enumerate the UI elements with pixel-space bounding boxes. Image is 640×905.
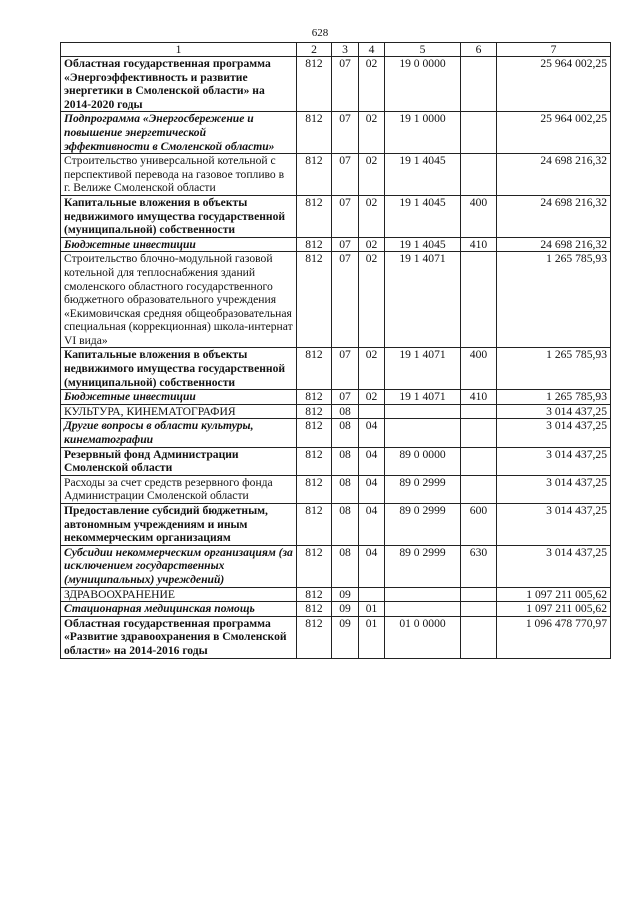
header-col-4: 4 bbox=[359, 43, 385, 57]
expense-type-cell bbox=[461, 587, 497, 602]
table-body bbox=[61, 57, 611, 659]
subsection-code-cell: 01 bbox=[359, 602, 385, 617]
amount-cell: 1 265 785,93 bbox=[497, 252, 611, 348]
section-code-cell: 08 bbox=[332, 404, 359, 419]
subsection-code-cell: 02 bbox=[359, 348, 385, 390]
expense-type-cell bbox=[461, 57, 497, 112]
subsection-code-cell: 01 bbox=[359, 616, 385, 658]
target-article-cell: 19 1 4045 bbox=[385, 195, 461, 237]
section-code-cell: 07 bbox=[332, 390, 359, 405]
table-row bbox=[61, 154, 611, 196]
header-col-5: 5 bbox=[385, 43, 461, 57]
target-article-cell: 89 0 2999 bbox=[385, 475, 461, 503]
ministry-code-cell: 812 bbox=[297, 545, 332, 587]
section-code-cell: 07 bbox=[332, 195, 359, 237]
subsection-code-cell: 04 bbox=[359, 419, 385, 447]
amount-cell: 1 096 478 770,97 bbox=[497, 616, 611, 658]
target-article-cell: 19 1 4071 bbox=[385, 348, 461, 390]
expense-type-cell bbox=[461, 447, 497, 475]
row-name-cell: Бюджетные инвестиции bbox=[61, 237, 297, 252]
table-row bbox=[61, 390, 611, 405]
ministry-code-cell: 812 bbox=[297, 587, 332, 602]
table-row bbox=[61, 419, 611, 447]
expense-type-cell bbox=[461, 404, 497, 419]
table-row bbox=[61, 616, 611, 658]
header-col-3: 3 bbox=[332, 43, 359, 57]
amount-cell: 25 964 002,25 bbox=[497, 57, 611, 112]
subsection-code-cell: 02 bbox=[359, 237, 385, 252]
subsection-code-cell: 04 bbox=[359, 545, 385, 587]
subsection-code-cell: 02 bbox=[359, 252, 385, 348]
section-code-cell: 07 bbox=[332, 154, 359, 196]
ministry-code-cell: 812 bbox=[297, 419, 332, 447]
table-row bbox=[61, 237, 611, 252]
amount-cell: 24 698 216,32 bbox=[497, 237, 611, 252]
target-article-cell: 89 0 0000 bbox=[385, 447, 461, 475]
target-article-cell bbox=[385, 404, 461, 419]
row-name-cell: Капитальные вложения в объекты недвижимого имущества государственной (муниципальной) собственности bbox=[61, 348, 297, 390]
row-name-cell: Стационарная медицинская помощь bbox=[61, 602, 297, 617]
amount-cell: 3 014 437,25 bbox=[497, 545, 611, 587]
ministry-code-cell: 812 bbox=[297, 252, 332, 348]
amount-cell: 3 014 437,25 bbox=[497, 404, 611, 419]
expense-type-cell: 600 bbox=[461, 504, 497, 546]
subsection-code-cell: 02 bbox=[359, 57, 385, 112]
header-col-6: 6 bbox=[461, 43, 497, 57]
ministry-code-cell: 812 bbox=[297, 404, 332, 419]
section-code-cell: 08 bbox=[332, 475, 359, 503]
table-row bbox=[61, 475, 611, 503]
section-code-cell: 09 bbox=[332, 587, 359, 602]
amount-cell: 3 014 437,25 bbox=[497, 475, 611, 503]
row-name-cell: Капитальные вложения в объекты недвижимого имущества государственной (муниципальной) собственности bbox=[61, 195, 297, 237]
amount-cell: 1 265 785,93 bbox=[497, 390, 611, 405]
table-row bbox=[61, 545, 611, 587]
amount-cell: 1 097 211 005,62 bbox=[497, 602, 611, 617]
section-code-cell: 09 bbox=[332, 602, 359, 617]
target-article-cell: 19 1 4045 bbox=[385, 154, 461, 196]
expense-type-cell: 400 bbox=[461, 195, 497, 237]
amount-cell: 3 014 437,25 bbox=[497, 504, 611, 546]
ministry-code-cell: 812 bbox=[297, 390, 332, 405]
target-article-cell bbox=[385, 602, 461, 617]
amount-cell: 3 014 437,25 bbox=[497, 419, 611, 447]
row-name-cell: Другие вопросы в области культуры, кинематографии bbox=[61, 419, 297, 447]
subsection-code-cell: 04 bbox=[359, 447, 385, 475]
subsection-code-cell: 02 bbox=[359, 195, 385, 237]
expense-type-cell: 410 bbox=[461, 390, 497, 405]
expense-type-cell bbox=[461, 252, 497, 348]
expense-type-cell: 400 bbox=[461, 348, 497, 390]
table-row bbox=[61, 57, 611, 112]
amount-cell: 25 964 002,25 bbox=[497, 112, 611, 154]
table-row bbox=[61, 447, 611, 475]
row-name-cell: ЗДРАВООХРАНЕНИЕ bbox=[61, 587, 297, 602]
ministry-code-cell: 812 bbox=[297, 602, 332, 617]
row-name-cell: Строительство блочно-модульной газовой котельной для теплоснабжения зданий смоленского областного государственного бюджетного образовательного учреждения «Екимовичская средняя общеобразовательная специальная (коррекционная) школа-интернат VI вида» bbox=[61, 252, 297, 348]
ministry-code-cell: 812 bbox=[297, 348, 332, 390]
section-code-cell: 07 bbox=[332, 252, 359, 348]
ministry-code-cell: 812 bbox=[297, 237, 332, 252]
subsection-code-cell: 04 bbox=[359, 475, 385, 503]
row-name-cell: Резервный фонд Администрации Смоленской области bbox=[61, 447, 297, 475]
section-code-cell: 07 bbox=[332, 57, 359, 112]
table-row bbox=[61, 504, 611, 546]
ministry-code-cell: 812 bbox=[297, 195, 332, 237]
row-name-cell: Субсидии некоммерческим организациям (за исключением государственных (муниципальных) учреждений) bbox=[61, 545, 297, 587]
subsection-code-cell: 02 bbox=[359, 154, 385, 196]
table-row bbox=[61, 602, 611, 617]
section-code-cell: 08 bbox=[332, 545, 359, 587]
expense-type-cell bbox=[461, 475, 497, 503]
expense-type-cell bbox=[461, 154, 497, 196]
target-article-cell: 19 1 4071 bbox=[385, 390, 461, 405]
expense-type-cell bbox=[461, 602, 497, 617]
section-code-cell: 07 bbox=[332, 237, 359, 252]
subsection-code-cell: 04 bbox=[359, 504, 385, 546]
expense-type-cell: 410 bbox=[461, 237, 497, 252]
header-row bbox=[61, 43, 611, 57]
ministry-code-cell: 812 bbox=[297, 475, 332, 503]
subsection-code-cell bbox=[359, 587, 385, 602]
section-code-cell: 08 bbox=[332, 419, 359, 447]
target-article-cell: 89 0 2999 bbox=[385, 504, 461, 546]
row-name-cell: Строительство универсальной котельной с перспективой перевода на газовое топливо в г. Велиже Смоленской области bbox=[61, 154, 297, 196]
expense-type-cell bbox=[461, 419, 497, 447]
amount-cell: 3 014 437,25 bbox=[497, 447, 611, 475]
row-name-cell: Подпрограмма «Энергосбережение и повышение энергетической эффективности в Смоленской области» bbox=[61, 112, 297, 154]
amount-cell: 24 698 216,32 bbox=[497, 195, 611, 237]
table-row bbox=[61, 195, 611, 237]
table-row bbox=[61, 587, 611, 602]
ministry-code-cell: 812 bbox=[297, 57, 332, 112]
table-row bbox=[61, 252, 611, 348]
row-name-cell: Предоставление субсидий бюджетным, автономным учреждениям и иным некоммерческим организациям bbox=[61, 504, 297, 546]
header-col-2: 2 bbox=[297, 43, 332, 57]
subsection-code-cell: 02 bbox=[359, 112, 385, 154]
expense-type-cell bbox=[461, 112, 497, 154]
ministry-code-cell: 812 bbox=[297, 447, 332, 475]
row-name-cell: Бюджетные инвестиции bbox=[61, 390, 297, 405]
page-number: 628 bbox=[311, 27, 329, 39]
section-code-cell: 08 bbox=[332, 504, 359, 546]
ministry-code-cell: 812 bbox=[297, 154, 332, 196]
amount-cell: 1 265 785,93 bbox=[497, 348, 611, 390]
target-article-cell bbox=[385, 419, 461, 447]
target-article-cell: 19 1 4071 bbox=[385, 252, 461, 348]
subsection-code-cell bbox=[359, 404, 385, 419]
table-row bbox=[61, 348, 611, 390]
row-name-cell: Областная государственная программа «Энергоэффективность и развитие энергетики в Смоленской области» на 2014-2020 годы bbox=[61, 57, 297, 112]
target-article-cell: 19 1 4045 bbox=[385, 237, 461, 252]
header-col-1: 1 bbox=[61, 43, 297, 57]
target-article-cell bbox=[385, 587, 461, 602]
target-article-cell: 19 1 0000 bbox=[385, 112, 461, 154]
table-row bbox=[61, 112, 611, 154]
target-article-cell: 89 0 2999 bbox=[385, 545, 461, 587]
table-row bbox=[61, 404, 611, 419]
ministry-code-cell: 812 bbox=[297, 504, 332, 546]
expense-type-cell bbox=[461, 616, 497, 658]
ministry-code-cell: 812 bbox=[297, 616, 332, 658]
section-code-cell: 07 bbox=[332, 348, 359, 390]
row-name-cell: Расходы за счет средств резервного фонда Администрации Смоленской области bbox=[61, 475, 297, 503]
amount-cell: 1 097 211 005,62 bbox=[497, 587, 611, 602]
ministry-code-cell: 812 bbox=[297, 112, 332, 154]
row-name-cell: КУЛЬТУРА, КИНЕМАТОГРАФИЯ bbox=[61, 404, 297, 419]
row-name-cell: Областная государственная программа «Развитие здравоохранения в Смоленской области» на 2014-2016 годы bbox=[61, 616, 297, 658]
section-code-cell: 07 bbox=[332, 112, 359, 154]
header-col-7: 7 bbox=[497, 43, 611, 57]
target-article-cell: 01 0 0000 bbox=[385, 616, 461, 658]
section-code-cell: 08 bbox=[332, 447, 359, 475]
section-code-cell: 09 bbox=[332, 616, 359, 658]
subsection-code-cell: 02 bbox=[359, 390, 385, 405]
amount-cell: 24 698 216,32 bbox=[497, 154, 611, 196]
target-article-cell: 19 0 0000 bbox=[385, 57, 461, 112]
expense-type-cell: 630 bbox=[461, 545, 497, 587]
budget-table bbox=[60, 42, 611, 659]
